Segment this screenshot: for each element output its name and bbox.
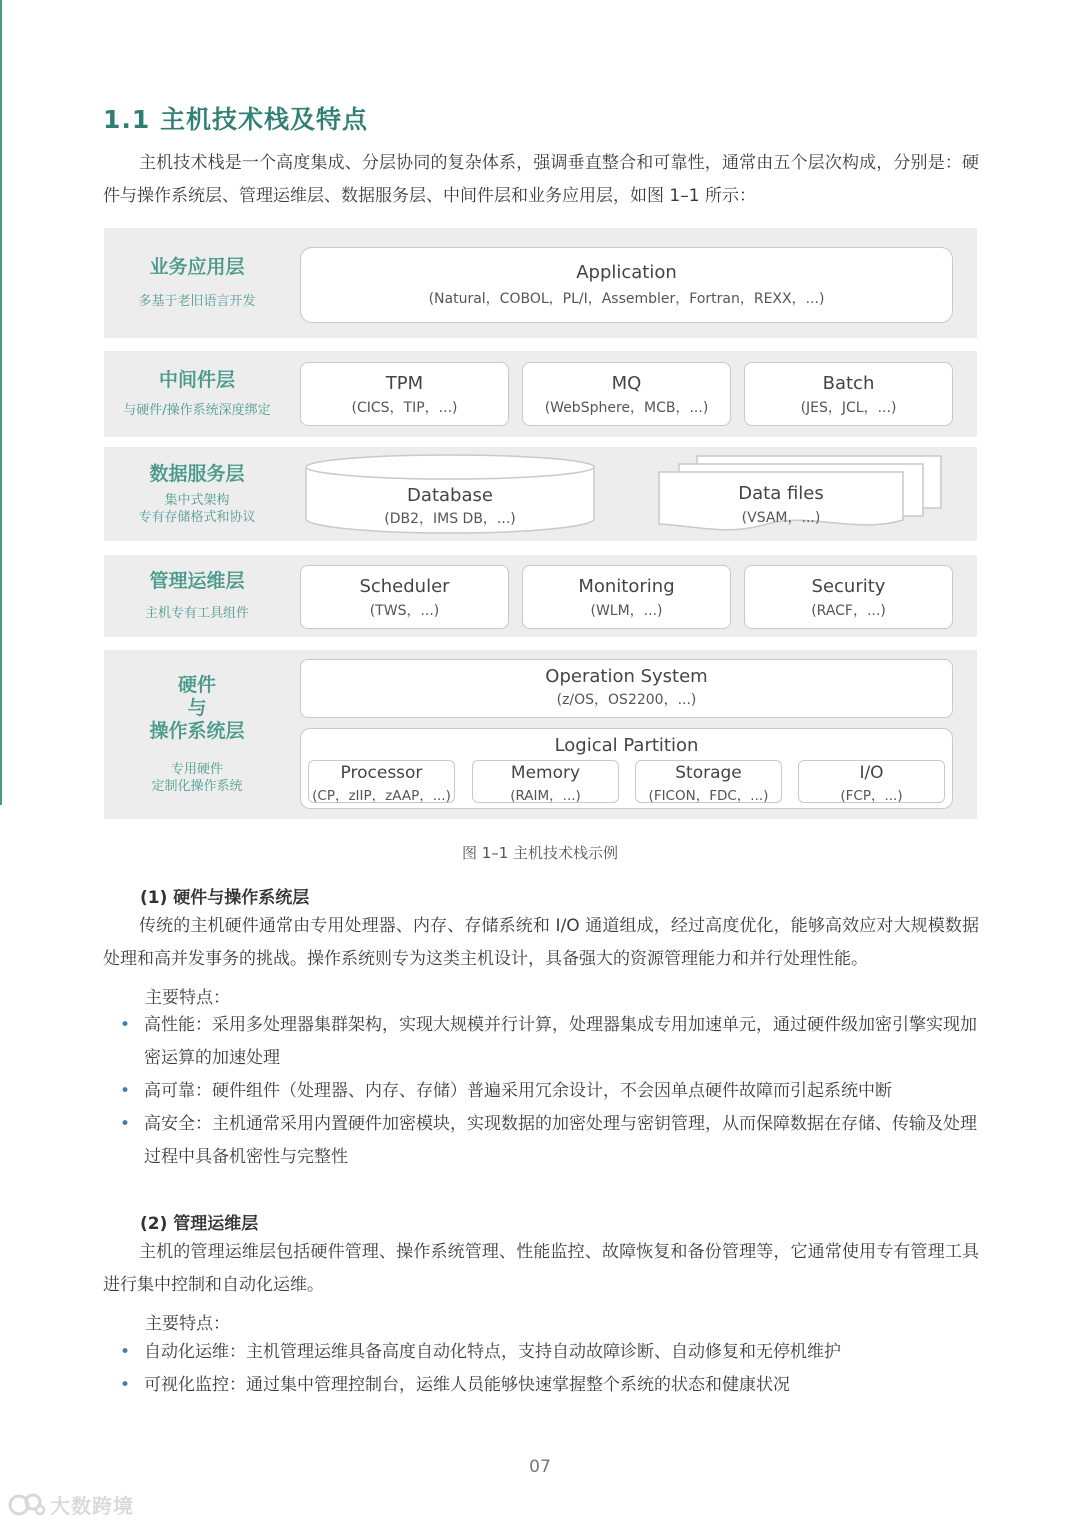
bullet-text: 高性能：采用多处理器集群架构，实现大规模并行计算，处理器集成专用加速单元，通过硬件级加密引擎实现加密运算的加速处理 <box>144 1015 977 1068</box>
lpar-item-memory <box>472 760 619 803</box>
data-files-stack <box>657 454 943 536</box>
middleware-box-sub: (JES，JCL，...) <box>800 400 897 416</box>
layer-business <box>104 228 977 338</box>
bullet-dot: • <box>120 1015 131 1035</box>
lpar-item-title: I/O <box>859 763 884 783</box>
layer-middleware-name: 中间件层 <box>158 369 235 391</box>
ops-box-title: Monitoring <box>578 576 675 597</box>
lpar-item-processor <box>308 760 455 803</box>
lpar-item-title: Storage <box>675 763 742 783</box>
middleware-box-mq <box>522 362 731 426</box>
sec2-bullet <box>120 1336 980 1369</box>
layer-middleware-label <box>104 351 290 437</box>
application-box <box>300 247 953 323</box>
sec1-bullet <box>120 1009 980 1075</box>
ops-box-scheduler <box>300 565 509 629</box>
bullet-dot: • <box>120 1081 131 1101</box>
ops-box-security <box>744 565 953 629</box>
intro-paragraph: 主机技术栈是一个高度集成、分层协同的复杂体系，强调垂直整合和可靠性，通常由五个层次构成，分别是：硬件与操作系统层、管理运维层、数据服务层、中间件层和业务应用层，如图 1–1 所示： <box>103 153 979 206</box>
layer-business-name: 业务应用层 <box>149 256 245 278</box>
watermark-text: 大数跨境 <box>50 1494 134 1518</box>
bullet-dot: • <box>120 1375 131 1395</box>
operation-system-title: Operation System <box>545 666 708 687</box>
database-sub: (DB2，IMS DB，...) <box>384 511 516 527</box>
layer-hardware-name2: 与 <box>187 697 207 719</box>
bullet-dot: • <box>120 1342 131 1362</box>
ops-box-title: Security <box>811 576 886 597</box>
sec2-heading: (2) 管理运维层 <box>140 1214 259 1234</box>
layer-data-label <box>104 447 290 541</box>
logical-partition-title: Logical Partition <box>554 735 699 756</box>
layer-ops-name: 管理运维层 <box>149 570 245 592</box>
layer-middleware <box>104 351 977 437</box>
lpar-item-sub: (CP，zIIP，zAAP，...) <box>312 788 451 804</box>
layer-hardware <box>104 650 977 819</box>
layer-hardware-label <box>104 650 290 819</box>
middleware-box-sub: (WebSphere，MCB，...) <box>544 400 709 416</box>
layer-hardware-sub1: 专用硬件 <box>170 762 223 777</box>
tech-stack-diagram <box>104 228 977 819</box>
sec2-bullet <box>120 1369 980 1402</box>
sec2-paragraph: 主机的管理运维层包括硬件管理、操作系统管理、性能监控、故障恢复和备份管理等，它通常使用专有管理工具进行集中控制和自动化运维。 <box>103 1242 979 1295</box>
layer-business-label <box>104 228 290 338</box>
logical-partition-box <box>300 728 953 809</box>
layer-hardware-sub2: 定制化操作系统 <box>151 779 243 794</box>
sec1-features-label: 主要特点： <box>145 988 230 1008</box>
bullet-text: 高可靠：硬件组件（处理器、内存、存储）普遍采用冗余设计，不会因单点硬件故障而引起系统中断 <box>144 1081 892 1101</box>
middleware-box-batch <box>744 362 953 426</box>
layer-data-sub2: 专有存储格式和协议 <box>138 509 256 525</box>
ops-box-title: Scheduler <box>359 576 450 597</box>
database-title: Database <box>407 485 493 506</box>
operation-system-box <box>300 659 953 718</box>
bullet-text: 可视化监控：通过集中管理控制台，运维人员能够快速掌握整个系统的状态和健康状况 <box>144 1375 790 1395</box>
middleware-box-title: TPM <box>385 373 424 394</box>
ops-box-monitoring <box>522 565 731 629</box>
sec1-bullet <box>120 1075 980 1108</box>
middleware-box-title: MQ <box>611 373 642 394</box>
ops-box-sub: (TWS，...) <box>369 603 440 619</box>
lpar-item-sub: (FICON，FDC，...) <box>648 788 769 804</box>
lpar-item-title: Processor <box>340 763 423 783</box>
layer-ops-label <box>104 555 290 637</box>
layer-middleware-sub: 与硬件/操作系统深度绑定 <box>123 403 271 418</box>
middleware-box-sub: (CICS，TIP，...) <box>351 400 458 416</box>
watermark-logo-icon <box>8 1492 46 1518</box>
sec1-paragraph: 传统的主机硬件通常由专用处理器、内存、存储系统和 I/O 通道组成，经过高度优化，能够高效应对大规模数据处理和高并发事务的挑战。操作系统则专为这类主机设计，具备强大的资源管理能力和并行处理性能。 <box>103 916 979 969</box>
layer-ops <box>104 555 977 637</box>
left-edge-line <box>0 0 2 805</box>
bullet-text: 自动化运维：主机管理运维具备高度自动化特点，支持自动故障诊断、自动修复和无停机维护 <box>144 1342 841 1362</box>
middleware-box-tpm <box>300 362 509 426</box>
layer-business-sub: 多基于老旧语言开发 <box>138 294 256 309</box>
ops-box-sub: (WLM，...) <box>590 603 663 619</box>
section-title: 1.1 主机技术栈及特点 <box>103 105 368 134</box>
middleware-box-title: Batch <box>822 373 875 394</box>
figure-caption: 图 1–1 主机技术栈示例 <box>461 844 619 862</box>
ops-box-sub: (RACF，...) <box>811 603 886 619</box>
application-title: Application <box>576 262 677 283</box>
layer-data <box>104 447 977 541</box>
watermark <box>8 1490 134 1519</box>
lpar-item-sub: (RAIM，...) <box>510 788 581 804</box>
layer-hardware-name1: 硬件 <box>177 674 216 696</box>
lpar-item-storage <box>635 760 782 803</box>
sec1-bullet <box>120 1108 980 1174</box>
layer-hardware-name3: 操作系统层 <box>149 720 245 742</box>
lpar-item-sub: (FCP，...) <box>840 788 903 804</box>
layer-ops-sub: 主机专有工具组件 <box>144 606 249 621</box>
application-sub: (Natural，COBOL，PL/I，Assembler，Fortran，REXX，...) <box>428 291 825 307</box>
layer-data-name: 数据服务层 <box>149 462 245 485</box>
lpar-item-io <box>798 760 945 803</box>
lpar-item-title: Memory <box>510 763 581 783</box>
operation-system-sub: (z/OS，OS2200，...) <box>556 692 697 708</box>
sec2-features-label: 主要特点： <box>145 1314 230 1334</box>
data-files-sub: (VSAM，...) <box>741 510 821 526</box>
database-cylinder <box>304 453 596 537</box>
sec1-heading: (1) 硬件与操作系统层 <box>140 888 310 908</box>
data-files-title: Data files <box>738 483 824 504</box>
page-number: 07 <box>529 1457 551 1477</box>
bullet-dot: • <box>120 1114 131 1134</box>
bullet-text: 高安全：主机通常采用内置硬件加密模块，实现数据的加密处理与密钥管理，从而保障数据在存储、传输及处理过程中具备机密性与完整性 <box>144 1114 977 1167</box>
layer-data-sub1: 集中式架构 <box>164 492 230 508</box>
